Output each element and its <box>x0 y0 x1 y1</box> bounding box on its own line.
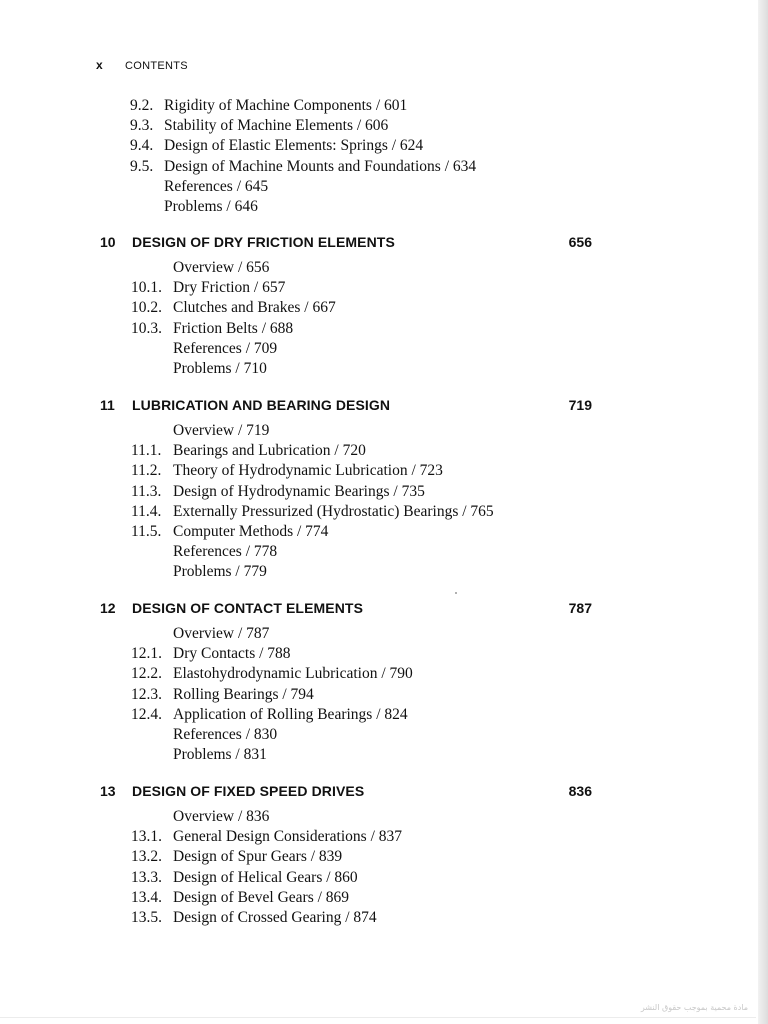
copyright-watermark: مادة محمية بموجب حقوق النشر <box>640 1003 748 1012</box>
toc-entry: Design of Bevel Gears / 869 <box>173 888 350 906</box>
toc-entry: Problems / 831 <box>173 746 267 764</box>
section-number: 11.1. <box>131 442 162 460</box>
section-number: 13.5. <box>131 909 162 926</box>
toc-entry: Rolling Bearings / 794 <box>173 685 314 703</box>
toc-entry: Problems / 779 <box>173 563 267 581</box>
section-number: 10.2. <box>131 299 162 317</box>
chapter-title: DESIGN OF CONTACT ELEMENTS <box>132 600 364 616</box>
toc-entry: Problems / 646 <box>164 198 258 215</box>
chapter-number: 13 <box>100 783 116 799</box>
section-number: 12.2. <box>131 665 162 683</box>
toc-entry: Overview / 656 <box>173 259 270 276</box>
chapter-page: 656 <box>568 234 592 250</box>
toc-entry: General Design Considerations / 837 <box>173 828 403 846</box>
section-number: 9.2. <box>130 97 154 114</box>
toc-entry: Design of Machine Mounts and Foundations / 634 <box>164 157 477 175</box>
toc-entry: Clutches and Brakes / 667 <box>173 299 336 317</box>
toc-entry: Overview / 787 <box>173 625 270 642</box>
toc-entry: Theory of Hydrodynamic Lubrication / 723 <box>173 462 443 480</box>
running-head-label: CONTENTS <box>124 60 188 72</box>
bottom-rule <box>0 1017 756 1018</box>
toc-entry: Application of Rolling Bearings / 824 <box>173 705 408 723</box>
toc-entry: Design of Crossed Gearing / 874 <box>173 909 377 926</box>
section-number: 10.1. <box>131 279 162 297</box>
toc-entry: Stability of Machine Elements / 606 <box>164 117 389 135</box>
section-number: 11.4. <box>131 502 162 520</box>
section-number: 11.3. <box>131 482 162 500</box>
section-number: 11.2. <box>131 462 162 480</box>
section-number: 13.4. <box>131 888 162 906</box>
running-head <box>96 58 188 72</box>
chapter-number: 12 <box>100 600 116 616</box>
section-number: 12.4. <box>131 705 162 723</box>
toc-entry: Design of Elastic Elements: Springs / 624 <box>164 137 424 155</box>
section-number: 13.2. <box>131 848 162 866</box>
chapter-number: 11 <box>100 397 115 413</box>
chapter-page: 836 <box>568 783 592 799</box>
toc-entry: Friction Belts / 688 <box>173 319 294 337</box>
chapter-number: 10 <box>100 234 116 250</box>
toc-entry: Externally Pressurized (Hydrostatic) Bearings / 765 <box>173 502 494 520</box>
toc-entry: Bearings and Lubrication / 720 <box>173 442 366 460</box>
section-number: 9.4. <box>130 137 154 155</box>
toc-entry: References / 645 <box>164 177 269 195</box>
page-edge-shadow <box>758 0 768 1024</box>
section-number: 12.3. <box>131 685 162 703</box>
section-number: 13.3. <box>131 868 162 886</box>
page-numeral: x <box>96 58 103 72</box>
toc-entry: Dry Friction / 657 <box>173 279 286 297</box>
toc-entry: Dry Contacts / 788 <box>173 645 291 663</box>
toc-entry: Overview / 719 <box>173 422 270 439</box>
toc-entry: Problems / 710 <box>173 360 267 377</box>
toc-entry: Computer Methods / 774 <box>173 523 329 540</box>
section-number: 10.3. <box>131 319 162 337</box>
toc-entry: References / 709 <box>173 339 278 357</box>
section-number: 9.3. <box>130 117 154 135</box>
section-number: 11.5. <box>131 523 162 540</box>
toc-entry: Elastohydrodynamic Lubrication / 790 <box>173 665 413 683</box>
toc-entry: References / 830 <box>173 726 278 743</box>
toc-entry: Design of Hydrodynamic Bearings / 735 <box>173 482 425 500</box>
chapter-page: 719 <box>568 397 592 413</box>
toc-entry: References / 778 <box>173 543 278 561</box>
chapter-title: DESIGN OF DRY FRICTION ELEMENTS <box>132 234 395 250</box>
chapter-page: 787 <box>568 600 592 616</box>
toc-entry: Design of Spur Gears / 839 <box>173 848 343 866</box>
section-number: 9.5. <box>130 157 154 175</box>
section-number: 12.1. <box>131 645 162 663</box>
toc-entry: Design of Helical Gears / 860 <box>173 868 358 886</box>
scan-speck <box>455 592 457 594</box>
chapter-title: DESIGN OF FIXED SPEED DRIVES <box>132 783 365 799</box>
chapter-title: LUBRICATION AND BEARING DESIGN <box>132 397 391 413</box>
section-number: 13.1. <box>131 828 162 846</box>
toc-entry: Overview / 836 <box>173 808 270 825</box>
toc-entry: Rigidity of Machine Components / 601 <box>164 97 408 114</box>
